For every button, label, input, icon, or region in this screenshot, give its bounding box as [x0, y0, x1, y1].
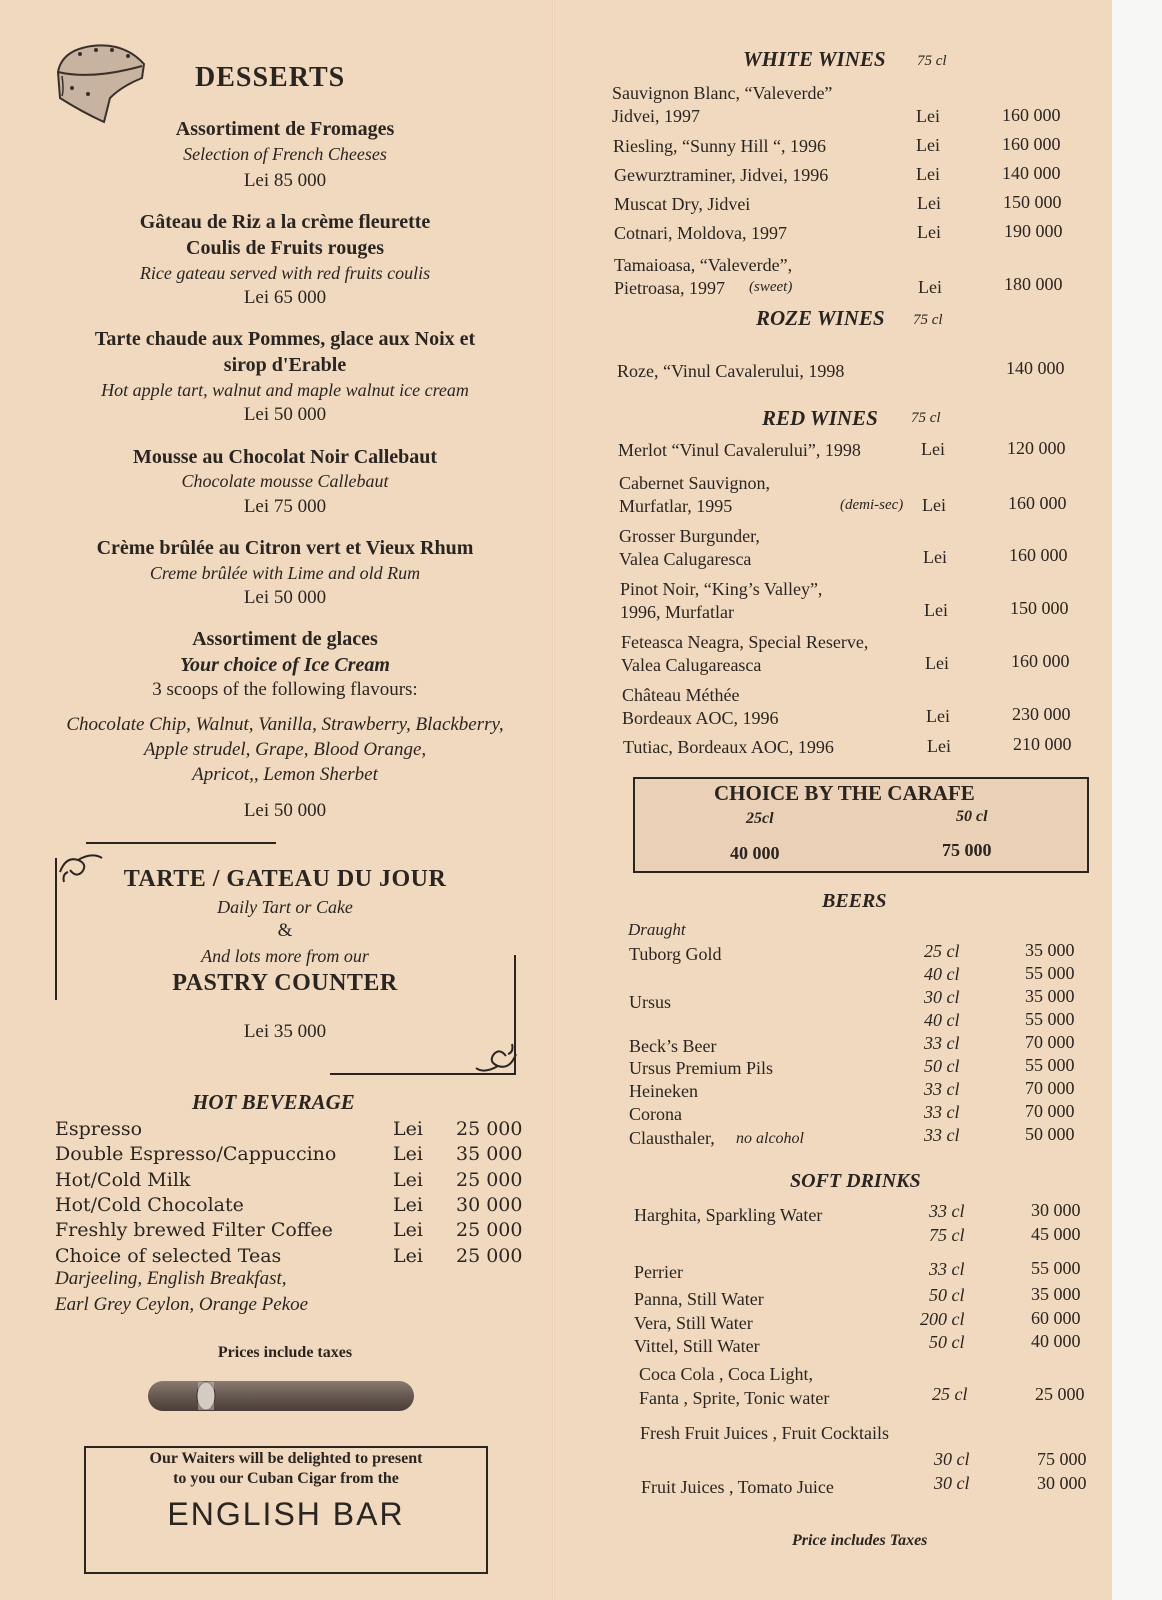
red-wine-4-price: 150 000	[1010, 598, 1069, 618]
pastry-counter: PASTRY COUNTER	[172, 970, 398, 996]
carafe-title: CHOICE BY THE CARAFE	[714, 781, 975, 805]
white-wine-2-price: 160 000	[1002, 134, 1061, 154]
beer-name: Beck’s Beer	[629, 1036, 717, 1056]
beers-heading: BEERS	[822, 890, 887, 912]
white-wine-1-name-line1: Sauvignon Blanc, “Valeverde”	[612, 83, 833, 103]
white-wine-4-name: Muscat Dry, Jidvei	[614, 194, 751, 214]
cigar-note-line2: to you our Cuban Cigar from the	[173, 1470, 399, 1487]
frame-left-line	[55, 858, 57, 1000]
page-fold	[552, 0, 555, 1600]
beers-draught-label: Draught	[628, 920, 686, 939]
taxes-note-right: Price includes Taxes	[792, 1532, 928, 1549]
english-bar-title: ENGLISH BAR	[167, 1496, 405, 1532]
soft-drink-name: Panna, Still Water	[634, 1289, 764, 1309]
dessert-2-subtitle: Rice gateau served with red fruits coulis	[139, 263, 431, 283]
carafe-price-25: 40 000	[730, 843, 780, 863]
roze-wines-volume: 75 cl	[913, 312, 943, 328]
soft-drink-name: Vera, Still Water	[634, 1313, 753, 1333]
soft-cola-volume: 25 cl	[932, 1384, 968, 1404]
beer-volume: 33 cl	[924, 1125, 960, 1145]
dessert-5-subtitle: Creme brûlée with Lime and old Rum	[149, 563, 421, 583]
red-wine-5-price: 160 000	[1011, 651, 1070, 671]
red-wine-7-price: 210 000	[1013, 734, 1072, 754]
white-wines-heading: WHITE WINES	[743, 47, 886, 71]
red-wine-4-name-line2: 1996, Murfatlar	[620, 602, 734, 622]
soft-cola-price: 25 000	[1035, 1384, 1085, 1404]
hot-beverage-currency: Lei	[393, 1244, 423, 1267]
red-wine-3-name-line2: Valea Calugaresca	[619, 549, 752, 569]
soft-drink-price: 35 000	[1031, 1284, 1081, 1304]
white-wine-6-currency: Lei	[918, 277, 942, 297]
hot-beverage-name: Double Espresso/Cappuccino	[55, 1143, 337, 1166]
dessert-5-price: Lei 50 000	[243, 587, 327, 608]
white-wine-6-name-line1: Tamaioasa, “Valeverde”,	[614, 255, 793, 275]
roze-wine-1-name: Roze, “Vinul Cavalerului, 1998	[617, 361, 845, 381]
hot-beverage-currency: Lei	[393, 1118, 423, 1140]
red-wine-4-currency: Lei	[924, 600, 948, 620]
soft-drink-price: 45 000	[1031, 1224, 1081, 1244]
white-wine-3-name: Gewurztraminer, Jidvei, 1996	[614, 165, 829, 185]
beer-volume: 33 cl	[924, 1102, 960, 1122]
red-wine-6-currency: Lei	[926, 706, 950, 726]
red-wine-1-name: Merlot “Vinul Cavalerului”, 1998	[618, 440, 861, 460]
ice-cream-flavours-line2: Apple strudel, Grape, Blood Orange,	[143, 739, 427, 760]
carafe-size-50: 50 cl	[956, 808, 988, 825]
beer-price: 35 000	[1025, 940, 1075, 960]
soft-drink-price: 40 000	[1031, 1331, 1081, 1351]
soft-drinks-heading: SOFT DRINKS	[790, 1170, 921, 1192]
hot-beverage-currency: Lei	[393, 1219, 423, 1242]
white-wine-6-price: 180 000	[1004, 274, 1063, 294]
hot-beverage-price: 25 000	[456, 1219, 523, 1242]
white-wines-volume: 75 cl	[917, 53, 947, 69]
white-wine-1-currency: Lei	[916, 106, 940, 126]
beer-name: Ursus	[629, 992, 672, 1012]
soft-drink-name: Perrier	[634, 1262, 683, 1282]
white-wine-5-price: 190 000	[1004, 221, 1063, 241]
red-wine-5-name-line2: Valea Calugareasca	[621, 655, 762, 675]
beer-price: 70 000	[1025, 1101, 1075, 1121]
carafe-price-50: 75 000	[942, 840, 992, 860]
tarte-title: TARTE / GATEAU DU JOUR	[123, 866, 447, 892]
red-wine-3-name-line1: Grosser Burgunder,	[619, 526, 760, 546]
dessert-2-price: Lei 65 000	[243, 287, 327, 308]
hot-beverage-name: Hot/Cold Milk	[55, 1168, 191, 1191]
white-wine-4-currency: Lei	[917, 193, 941, 213]
soft-drink-volume: 75 cl	[929, 1225, 965, 1245]
hot-beverage-name: Espresso	[55, 1118, 143, 1140]
tarte-more: And lots more from our	[201, 946, 369, 966]
beer-price: 35 000	[1025, 986, 1075, 1006]
beer-price: 70 000	[1025, 1032, 1075, 1052]
red-wine-2-currency: Lei	[922, 495, 946, 515]
soft-cola-line1: Coca Cola , Coca Light,	[639, 1364, 813, 1384]
white-wine-3-currency: Lei	[916, 164, 940, 184]
beer-name: Tuborg Gold	[629, 944, 722, 964]
white-wine-1-price: 160 000	[1002, 105, 1061, 125]
hot-beverage-currency: Lei	[393, 1143, 423, 1166]
soft-juice1-name: Fresh Fruit Juices , Fruit Cocktails	[640, 1423, 889, 1443]
red-wine-1-price: 120 000	[1007, 438, 1066, 458]
dessert-4-subtitle: Chocolate mousse Callebaut	[181, 471, 389, 491]
beer-volume: 40 cl	[924, 964, 960, 984]
frame-top-line	[86, 842, 276, 844]
cigar-note-line1: Our Waiters will be delighted to present	[149, 1450, 423, 1467]
white-wine-4-price: 150 000	[1003, 192, 1062, 212]
soft-cola-line2: Fanta , Sprite, Tonic water	[639, 1388, 830, 1408]
beer-name: Ursus Premium Pils	[629, 1058, 774, 1078]
red-wine-3-price: 160 000	[1009, 545, 1068, 565]
soft-juice1-price: 75 000	[1037, 1449, 1087, 1469]
beer-volume: 50 cl	[924, 1056, 960, 1076]
flourish-icon	[474, 1040, 518, 1076]
dessert-2-title-line2: Coulis de Fruits rouges	[186, 237, 384, 259]
dessert-1-subtitle: Selection of French Cheeses	[183, 144, 387, 164]
beer-name: Corona	[629, 1104, 682, 1124]
soft-drink-volume: 33 cl	[929, 1259, 965, 1279]
white-wine-6-name-line2: Pietroasa, 1997	[614, 278, 725, 298]
ice-cream-scoops: 3 scoops of the following flavours:	[152, 679, 418, 700]
hot-beverage-price: 25 000	[456, 1244, 523, 1267]
dessert-4-price: Lei 75 000	[243, 496, 327, 517]
ice-cream-title: Assortiment de glaces	[192, 628, 378, 650]
beer-volume: 25 cl	[924, 941, 960, 961]
soft-juice2-name: Fruit Juices , Tomato Juice	[641, 1477, 834, 1497]
dessert-3-title-line2: sirop d'Erable	[223, 354, 347, 376]
beer-name: Clausthaler,	[629, 1128, 715, 1148]
red-wine-2-price: 160 000	[1008, 493, 1067, 513]
soft-drink-volume: 33 cl	[929, 1201, 965, 1221]
hot-beverage-heading: HOT BEVERAGE	[192, 1090, 355, 1114]
white-wine-6-note: (sweet)	[749, 279, 793, 295]
red-wine-6-price: 230 000	[1012, 704, 1071, 724]
beer-price: 55 000	[1025, 963, 1075, 983]
red-wine-2-note: (demi-sec)	[840, 497, 904, 513]
soft-drink-name: Vittel, Still Water	[634, 1336, 760, 1356]
red-wine-7-currency: Lei	[927, 736, 951, 756]
beer-volume: 40 cl	[924, 1010, 960, 1030]
hot-beverage-currency: Lei	[393, 1168, 423, 1191]
red-wines-volume: 75 cl	[911, 410, 941, 426]
hot-beverage-price: 30 000	[456, 1193, 523, 1216]
tarte-price: Lei 35 000	[243, 1021, 327, 1042]
beer-note: no alcohol	[736, 1130, 804, 1147]
hot-beverage-name: Freshly brewed Filter Coffee	[55, 1219, 333, 1242]
white-wine-5-name: Cotnari, Moldova, 1997	[614, 223, 787, 243]
red-wine-4-name-line1: Pinot Noir, “King’s Valley”,	[620, 579, 823, 599]
soft-juice2-price: 30 000	[1037, 1473, 1087, 1493]
red-wine-2-name-line1: Cabernet Sauvignon,	[619, 473, 770, 493]
hot-beverage-name: Hot/Cold Chocolate	[55, 1193, 244, 1216]
red-wines-heading: RED WINES	[762, 406, 878, 430]
dessert-3-subtitle: Hot apple tart, walnut and maple walnut ice cream	[101, 380, 469, 400]
dessert-5-title: Crème brûlée au Citron vert et Vieux Rhum	[96, 537, 474, 559]
soft-drink-volume: 200 cl	[920, 1309, 965, 1329]
hot-beverage-currency: Lei	[393, 1193, 423, 1216]
dessert-1-price: Lei 85 000	[243, 170, 327, 191]
dessert-3-price: Lei 50 000	[243, 404, 327, 425]
beer-price: 55 000	[1025, 1009, 1075, 1029]
dessert-4-title: Mousse au Chocolat Noir Callebaut	[132, 446, 438, 468]
roze-wines-heading: ROZE WINES	[756, 306, 885, 330]
red-wine-2-name-line2: Murfatlar, 1995	[619, 496, 733, 516]
cheese-icon	[52, 40, 152, 130]
teas-line2: Earl Grey Ceylon, Orange Pekoe	[55, 1294, 309, 1315]
soft-drink-price: 30 000	[1031, 1200, 1081, 1220]
beer-volume: 33 cl	[924, 1079, 960, 1099]
hot-beverage-name: Choice of selected Teas	[55, 1244, 282, 1267]
dessert-3-title-line1: Tarte chaude aux Pommes, glace aux Noix et	[94, 328, 476, 350]
white-wine-2-currency: Lei	[916, 135, 940, 155]
white-wine-3-price: 140 000	[1002, 163, 1061, 183]
white-wine-2-name: Riesling, “Sunny Hill “, 1996	[613, 136, 826, 156]
tarte-ampersand: &	[277, 920, 293, 941]
beer-volume: 30 cl	[924, 987, 960, 1007]
beer-price: 55 000	[1025, 1055, 1075, 1075]
white-wine-5-currency: Lei	[917, 222, 941, 242]
dessert-2-title-line1: Gâteau de Riz a la crème fleurette	[139, 211, 431, 233]
dessert-1-title: Assortiment de Fromages	[175, 118, 395, 140]
white-wine-1-name-line2: Jidvei, 1997	[612, 106, 700, 126]
soft-drink-volume: 50 cl	[929, 1332, 965, 1352]
soft-juice2-volume: 30 cl	[934, 1473, 970, 1493]
ice-cream-flavours-line1: Chocolate Chip, Walnut, Vanilla, Strawberry, Blackberry,	[66, 714, 504, 735]
red-wine-7-name: Tutiac, Bordeaux AOC, 1996	[623, 737, 834, 757]
red-wine-5-currency: Lei	[925, 653, 949, 673]
hot-beverage-price: 35 000	[456, 1143, 523, 1166]
soft-drink-volume: 50 cl	[929, 1285, 965, 1305]
cigar-icon	[146, 1376, 418, 1416]
beer-volume: 33 cl	[924, 1033, 960, 1053]
soft-juice1-volume: 30 cl	[934, 1449, 970, 1469]
beer-price: 70 000	[1025, 1078, 1075, 1098]
carafe-size-25: 25cl	[746, 810, 774, 827]
desserts-heading: DESSERTS	[195, 62, 346, 93]
red-wine-3-currency: Lei	[923, 547, 947, 567]
ice-cream-flavours-line3: Apricot,, Lemon Sherbet	[192, 764, 378, 785]
red-wine-6-name-line2: Bordeaux AOC, 1996	[622, 708, 779, 728]
taxes-note-left: Prices include taxes	[217, 1344, 353, 1361]
red-wine-1-currency: Lei	[921, 439, 945, 459]
ice-cream-subtitle: Your choice of Ice Cream	[180, 654, 390, 676]
soft-drink-price: 60 000	[1031, 1308, 1081, 1328]
beer-name: Heineken	[629, 1081, 698, 1101]
red-wine-5-name-line1: Feteasca Neagra, Special Reserve,	[621, 632, 869, 652]
soft-drink-name: Harghita, Sparkling Water	[634, 1205, 823, 1225]
hot-beverage-price: 25 000	[456, 1168, 523, 1191]
ice-cream-price: Lei 50 000	[243, 800, 327, 821]
soft-drink-price: 55 000	[1031, 1258, 1081, 1278]
hot-beverage-price: 25 000	[456, 1118, 523, 1140]
teas-line1: Darjeeling, English Breakfast,	[55, 1268, 287, 1289]
roze-wine-1-price: 140 000	[1006, 358, 1065, 378]
beer-price: 50 000	[1025, 1124, 1075, 1144]
tarte-subtitle: Daily Tart or Cake	[217, 897, 353, 917]
red-wine-6-name-line1: Château Méthée	[622, 685, 740, 705]
